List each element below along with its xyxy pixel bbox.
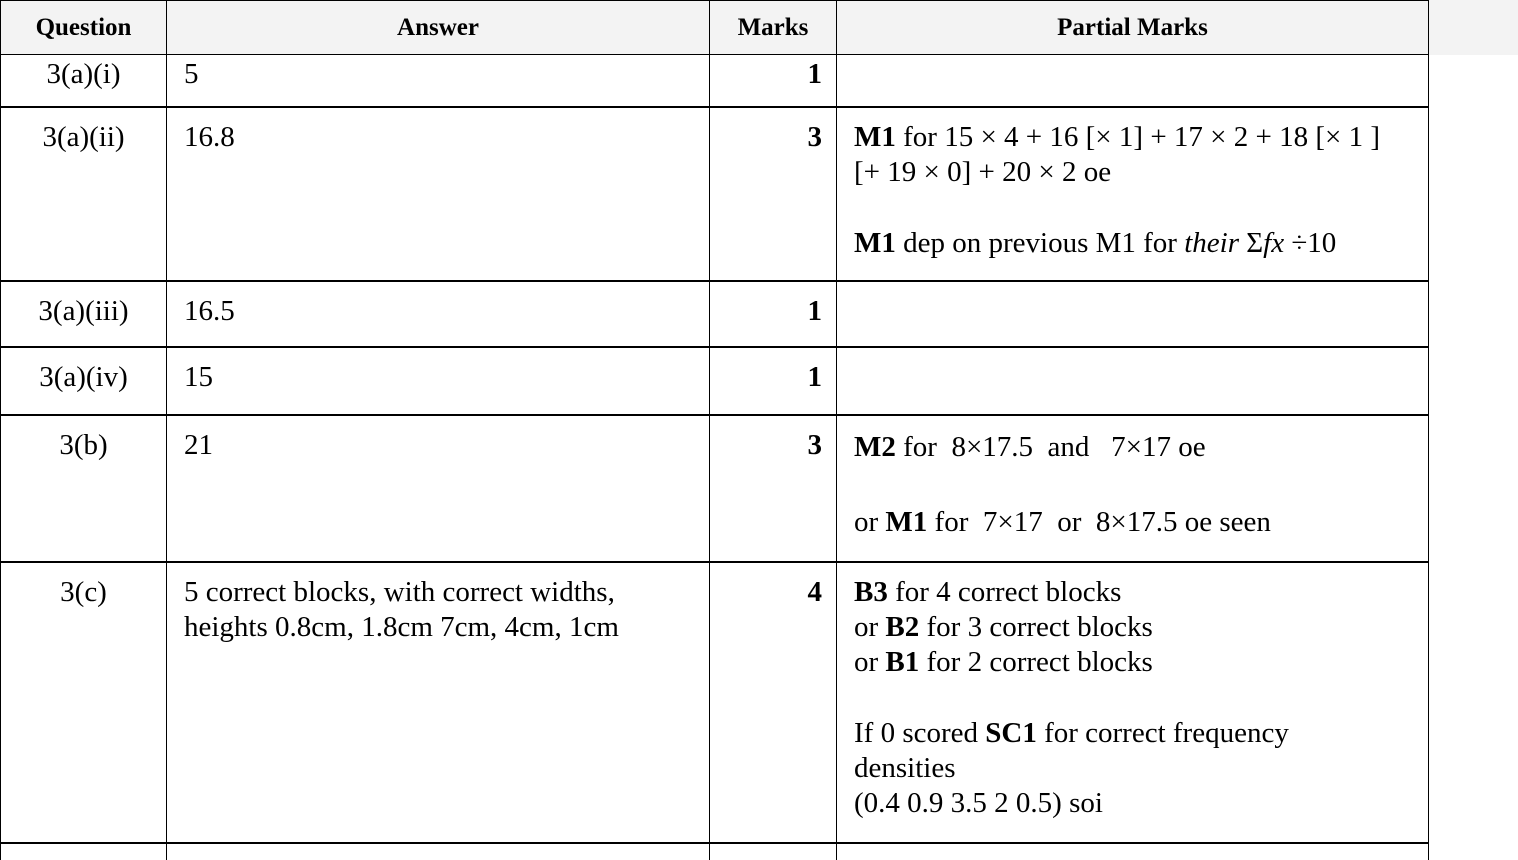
partial-marks-text: If 0 scored bbox=[854, 716, 986, 749]
partial-marks-line: [+ 19 × 0] + 20 × 2 oe bbox=[854, 155, 1112, 188]
partial-marks-cell bbox=[837, 281, 1429, 347]
marks-cell bbox=[710, 843, 837, 860]
question-cell: 3(a)(iii) bbox=[1, 281, 167, 347]
marks-cell: 4 bbox=[710, 562, 837, 843]
header-background-strip bbox=[1428, 0, 1518, 55]
partial-marks-line bbox=[854, 428, 1418, 465]
question-cell: 3(a)(iv) bbox=[1, 347, 167, 415]
marks-cell: 3 bbox=[710, 415, 837, 562]
partial-marks-text: or bbox=[854, 610, 886, 643]
line-gap bbox=[854, 190, 1418, 226]
mark-code: B1 bbox=[885, 645, 920, 678]
marks-cell: 1 bbox=[710, 55, 837, 107]
marks-cell: 3 bbox=[710, 107, 837, 281]
answer-cell: 15 bbox=[167, 347, 710, 415]
marks-cell: 1 bbox=[710, 281, 837, 347]
partial-marks-line bbox=[854, 716, 1418, 751]
mark-code: B2 bbox=[885, 610, 920, 643]
table-header-row bbox=[1, 1, 1429, 55]
partial-marks-column-header: Partial Marks bbox=[837, 1, 1429, 55]
partial-marks-line bbox=[854, 505, 1418, 540]
line-gap bbox=[854, 680, 1418, 716]
partial-marks-text: for correct frequency bbox=[1036, 716, 1289, 749]
partial-marks-cell bbox=[837, 107, 1429, 281]
partial-marks-line bbox=[854, 120, 1418, 155]
question-cell: 3(a)(i) bbox=[1, 55, 167, 107]
partial-marks-cell bbox=[837, 347, 1429, 415]
question-cell: 3(a)(ii) bbox=[1, 107, 167, 281]
answer-cell: 5 bbox=[167, 55, 710, 107]
mark-code: M1 bbox=[854, 120, 896, 153]
sigma-symbol: Σ bbox=[1239, 226, 1264, 259]
partial-marks-line bbox=[854, 226, 1418, 261]
table-row bbox=[1, 415, 1429, 562]
partial-marks-line bbox=[854, 645, 1418, 680]
partial-marks-text: dep on previous M1 for bbox=[895, 226, 1185, 259]
mark-code: SC1 bbox=[985, 716, 1037, 749]
answer-cell: 21 bbox=[167, 415, 710, 562]
table-row bbox=[1, 55, 1429, 107]
answer-line: 5 correct blocks, with correct widths, bbox=[184, 575, 615, 608]
partial-marks-text: for 7×17 or 8×17.5 oe seen bbox=[927, 505, 1271, 538]
partial-marks-cell bbox=[837, 843, 1429, 860]
partial-marks-cell bbox=[837, 415, 1429, 562]
answer-cell: 16.5 bbox=[167, 281, 710, 347]
partial-marks-line: (0.4 0.9 3.5 2 0.5) soi bbox=[854, 786, 1103, 819]
question-cell bbox=[1, 843, 167, 860]
answer-cell bbox=[167, 843, 710, 860]
table-row bbox=[1, 347, 1429, 415]
partial-marks-text: or bbox=[854, 645, 886, 678]
partial-marks-line: densities bbox=[854, 751, 956, 784]
partial-marks-text: for 3 correct blocks bbox=[919, 610, 1153, 643]
table-row bbox=[1, 107, 1429, 281]
italic-text: fx bbox=[1263, 226, 1285, 259]
answer-cell: 16.8 bbox=[167, 107, 710, 281]
partial-marks-line bbox=[854, 610, 1418, 645]
marks-column-header: Marks bbox=[710, 1, 837, 55]
partial-marks-cell bbox=[837, 55, 1429, 107]
mark-code: M1 bbox=[854, 226, 896, 259]
table-row-partial bbox=[1, 843, 1429, 860]
mark-code: M2 bbox=[854, 430, 896, 463]
answer-line: heights 0.8cm, 1.8cm 7cm, 4cm, 1cm bbox=[184, 610, 619, 643]
partial-marks-text: or bbox=[854, 505, 886, 538]
partial-marks-text: for 2 correct blocks bbox=[919, 645, 1153, 678]
partial-marks-cell bbox=[837, 562, 1429, 843]
partial-marks-text: for 15 × 4 + 16 [× 1] + 17 × 2 + 18 [× 1 ] bbox=[895, 120, 1381, 153]
partial-marks-text: for 8×17.5 and 7×17 oe bbox=[895, 430, 1206, 463]
mark-code: M1 bbox=[885, 505, 928, 538]
question-cell: 3(c) bbox=[1, 562, 167, 843]
partial-marks-line bbox=[854, 575, 1418, 610]
answer-column-header: Answer bbox=[167, 1, 710, 55]
partial-marks-text: ÷10 bbox=[1284, 226, 1337, 259]
question-column-header: Question bbox=[1, 1, 167, 55]
italic-text: their bbox=[1184, 226, 1239, 259]
partial-marks-text: for 4 correct blocks bbox=[887, 575, 1122, 608]
question-cell: 3(b) bbox=[1, 415, 167, 562]
marks-cell: 1 bbox=[710, 347, 837, 415]
mark-code: B3 bbox=[854, 575, 888, 608]
line-gap bbox=[854, 465, 1418, 505]
table-row bbox=[1, 281, 1429, 347]
answer-cell bbox=[167, 562, 710, 843]
table-row bbox=[1, 562, 1429, 843]
